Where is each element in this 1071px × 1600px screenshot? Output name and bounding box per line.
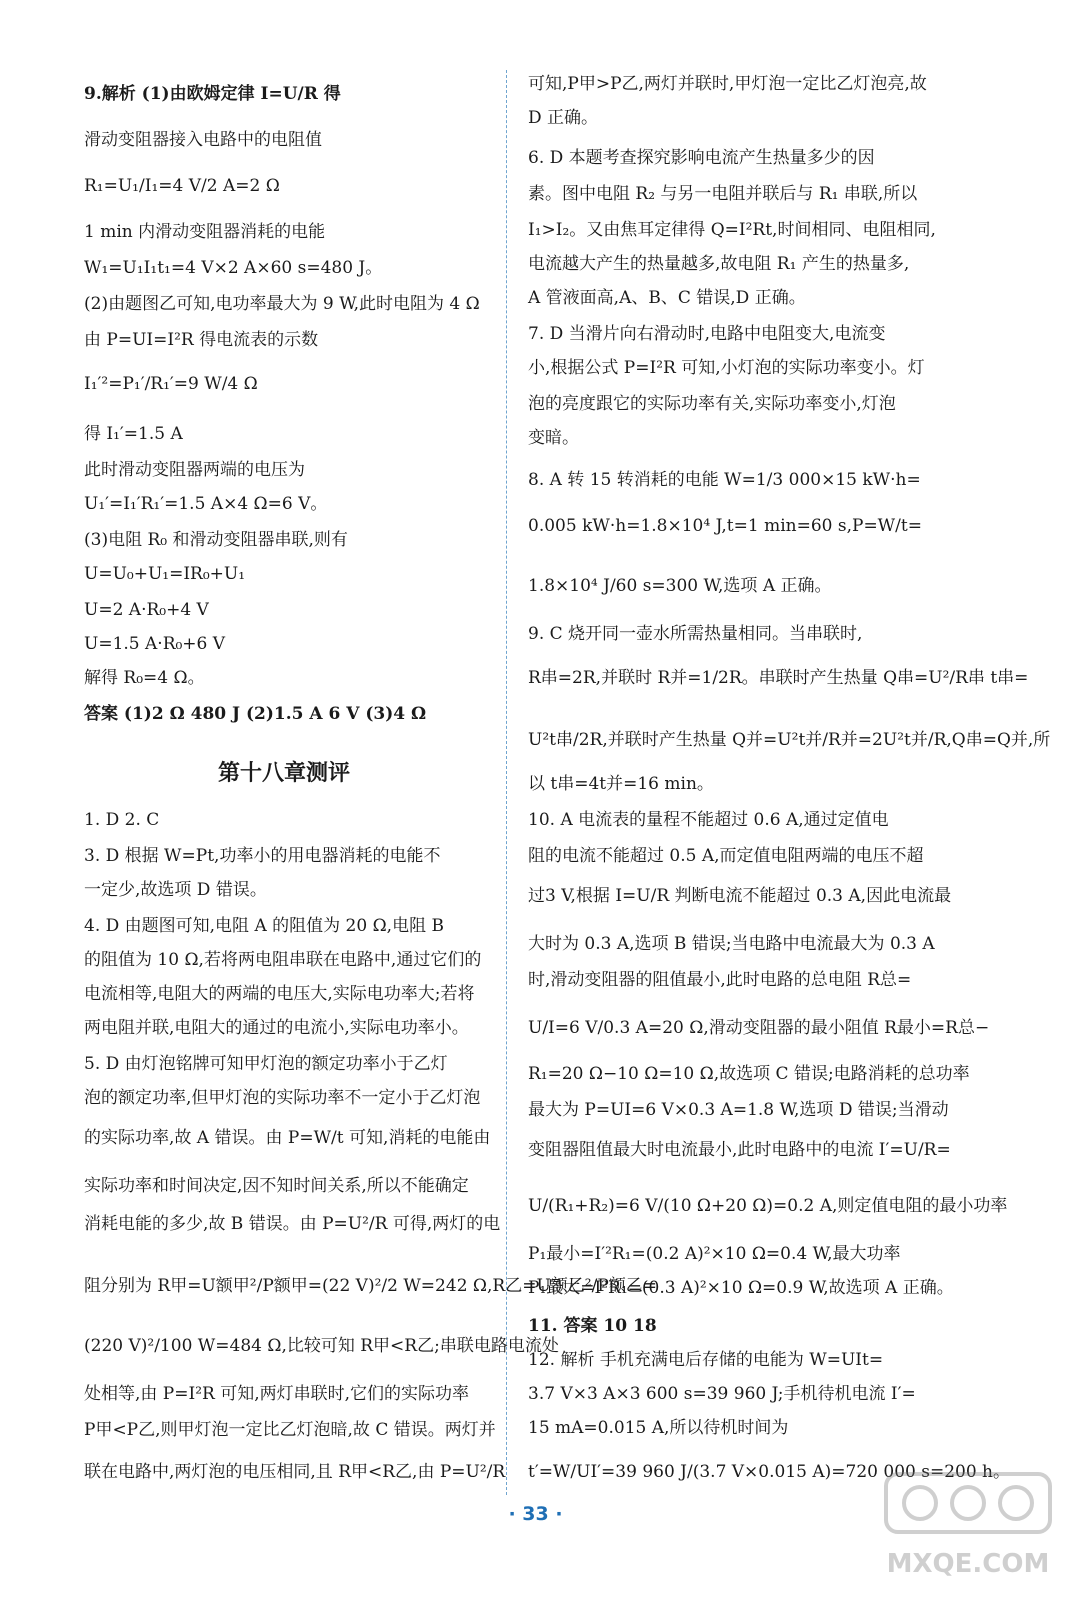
watermark-text: MXQE.COM <box>886 1549 1050 1579</box>
text-line: 以 t串=4t并=16 min。 <box>528 774 714 794</box>
formula-line: 阻分别为 R甲=U额甲²/P额甲=(22 V)²/2 W=242 Ω,R乙=U额乙²/P额乙= <box>84 1276 658 1296</box>
text-line: 6. D 本题考查探究影响电流产生热量多少的因 <box>528 148 875 168</box>
text-line: 素。图中电阻 R₂ 与另一电阻并联后与 R₁ 串联,所以 <box>528 184 918 204</box>
answer-line: 1. D 2. C <box>84 810 160 830</box>
text-line: 阻的电流不能超过 0.5 A,而定值电阻两端的电压不超 <box>528 846 924 866</box>
text-line: 大时为 0.3 A,选项 B 错误;当电路中电流最大为 0.3 A <box>528 934 935 954</box>
formula-line: R串=2R,并联时 R并=1/2R。串联时产生热量 Q串=U²/R串 t串= <box>528 668 1029 688</box>
text-line: 12. 解析 手机充满电后存储的电能为 W=UIt= <box>528 1350 884 1370</box>
formula-line: P₁最大=I²R₁=(0.3 A)²×10 Ω=0.9 W,故选项 A 正确。 <box>528 1278 954 1298</box>
text-line: 过3 V,根据 I=U/R 判断电流不能超过 0.3 A,因此电流最 <box>528 886 952 906</box>
formula-line: R₁=U₁/I₁=4 V/2 A=2 Ω <box>84 176 280 196</box>
formula-line: U/(R₁+R₂)=6 V/(10 Ω+20 Ω)=0.2 A,则定值电阻的最小功率 <box>528 1196 1008 1216</box>
text-line: 15 mA=0.015 A,所以待机时间为 <box>528 1418 789 1438</box>
formula-line: t′=W/UI′=39 960 J/(3.7 V×0.015 A)=720 000 s=200 h。 <box>528 1462 1011 1482</box>
text-line: 的阻值为 10 Ω,若将两电阻串联在电路中,通过它们的 <box>84 950 482 970</box>
text-line: P甲<P乙,则甲灯泡一定比乙灯泡暗,故 C 错误。两灯并 <box>84 1420 496 1440</box>
page-number: · 33 · <box>508 1503 563 1525</box>
watermark-logo <box>880 1468 1056 1588</box>
text-line: 4. D 由题图可知,电阻 A 的阻值为 20 Ω,电阻 B <box>84 916 444 936</box>
formula-line: 3.7 V×3 A×3 600 s=39 960 J;手机待机电流 I′= <box>528 1384 916 1404</box>
text-line: 两电阻并联,电阻大的通过的电流小,实际电功率小。 <box>84 1018 469 1038</box>
formula-line: U=U₀+U₁=IR₀+U₁ <box>84 564 246 584</box>
text-line: 处相等,由 P=I²R 可知,两灯串联时,它们的实际功率 <box>84 1384 470 1404</box>
text-line: 7. D 当滑片向右滑动时,电路中电阻变大,电流变 <box>528 324 886 344</box>
text-line: 电流越大产生的热量越多,故电阻 R₁ 产生的热量多, <box>528 254 910 274</box>
formula-line: U²t串/2R,并联时产生热量 Q并=U²t并/R并=2U²t并/R,Q串=Q并,所 <box>528 730 1051 750</box>
formula-line: U=2 A·R₀+4 V <box>84 600 209 620</box>
formula-line: (220 V)²/100 W=484 Ω,比较可知 R甲<R乙;串联电路电流处 <box>84 1336 559 1356</box>
formula-line: 0.005 kW·h=1.8×10⁴ J,t=1 min=60 s,P=W/t= <box>528 516 922 536</box>
text-line: I₁>I₂。又由焦耳定律得 Q=I²Rt,时间相同、电阻相同, <box>528 220 936 240</box>
text-line: 的实际功率,故 A 错误。由 P=W/t 可知,消耗的电能由 <box>84 1128 491 1148</box>
text-line: 9.解析 (1)由欧姆定律 I=U/R 得 <box>84 84 341 104</box>
text-line: 小,根据公式 P=I²R 可知,小灯泡的实际功率变小。灯 <box>528 358 925 378</box>
text-line: 可知,P甲>P乙,两灯并联时,甲灯泡一定比乙灯泡亮,故 <box>528 74 927 94</box>
text-line: 一定少,故选项 D 错误。 <box>84 880 267 900</box>
text-line: (3)电阻 R₀ 和滑动变阻器串联,则有 <box>84 530 348 550</box>
text-line: 得 I₁′=1.5 A <box>84 424 183 444</box>
text-line: 滑动变阻器接入电路中的电阻值 <box>84 130 322 150</box>
text-line: (2)由题图乙可知,电功率最大为 9 W,此时电阻为 4 Ω <box>84 294 480 314</box>
text-line: 时,滑动变阻器的阻值最小,此时电路的总电阻 R总= <box>528 970 912 990</box>
text-line: 9. C 烧开同一壶水所需热量相同。当串联时, <box>528 624 863 644</box>
text-line: 1 min 内滑动变阻器消耗的电能 <box>84 222 326 242</box>
text-line: 最大为 P=UI=6 V×0.3 A=1.8 W,选项 D 错误;当滑动 <box>528 1100 949 1120</box>
text-line: 8. A 转 15 转消耗的电能 W=1/3 000×15 kW·h= <box>528 470 921 490</box>
text-line: 由 P=UI=I²R 得电流表的示数 <box>84 330 319 350</box>
text-line: 联在电路中,两灯泡的电压相同,且 R甲<R乙,由 P=U²/R <box>84 1462 506 1482</box>
text-line: A 管液面高,A、B、C 错误,D 正确。 <box>528 288 806 308</box>
text-line: 消耗电能的多少,故 B 错误。由 P=U²/R 可得,两灯的电 <box>84 1214 501 1234</box>
text-line: 泡的额定功率,但甲灯泡的实际功率不一定小于乙灯泡 <box>84 1088 481 1108</box>
formula-line: U=1.5 A·R₀+6 V <box>84 634 226 654</box>
text-line: 3. D 根据 W=Pt,功率小的用电器消耗的电能不 <box>84 846 441 866</box>
text-line: 变阻器阻值最大时电流最小,此时电路中的电流 I′=U/R= <box>528 1140 951 1160</box>
text-line: 解得 R₀=4 Ω。 <box>84 668 205 688</box>
text-line: 5. D 由灯泡铭牌可知甲灯泡的额定功率小于乙灯 <box>84 1054 448 1074</box>
answer-line: 11. 答案 10 18 <box>528 1316 657 1336</box>
answer-line: 答案 (1)2 Ω 480 J (2)1.5 A 6 V (3)4 Ω <box>84 704 427 724</box>
text-line: 此时滑动变阻器两端的电压为 <box>84 460 305 480</box>
formula-line: I₁′²=P₁′/R₁′=9 W/4 Ω <box>84 374 258 394</box>
text-line: 变暗。 <box>528 428 579 448</box>
formula-line: 1.8×10⁴ J/60 s=300 W,选项 A 正确。 <box>528 576 832 596</box>
text-line: R₁=20 Ω−10 Ω=10 Ω,故选项 C 错误;电路消耗的总功率 <box>528 1064 970 1084</box>
text-line: 电流相等,电阻大的两端的电压大,实际电功率大;若将 <box>84 984 475 1004</box>
text-line: 泡的亮度跟它的实际功率有关,实际功率变小,灯泡 <box>528 394 896 414</box>
formula-line: U₁′=I₁′R₁′=1.5 A×4 Ω=6 V。 <box>84 494 328 514</box>
section-title: 第十八章测评 <box>217 761 350 786</box>
formula-line: U/I=6 V/0.3 A=20 Ω,滑动变阻器的最小阻值 R最小=R总− <box>528 1018 990 1038</box>
text-line: D 正确。 <box>528 108 599 128</box>
formula-line: P₁最小=I′²R₁=(0.2 A)²×10 Ω=0.4 W,最大功率 <box>528 1244 901 1264</box>
text-line: 10. A 电流表的量程不能超过 0.6 A,通过定值电 <box>528 810 889 830</box>
formula-line: W₁=U₁I₁t₁=4 V×2 A×60 s=480 J。 <box>84 258 383 278</box>
text-line: 实际功率和时间决定,因不知时间关系,所以不能确定 <box>84 1176 469 1196</box>
column-divider <box>506 70 508 1495</box>
